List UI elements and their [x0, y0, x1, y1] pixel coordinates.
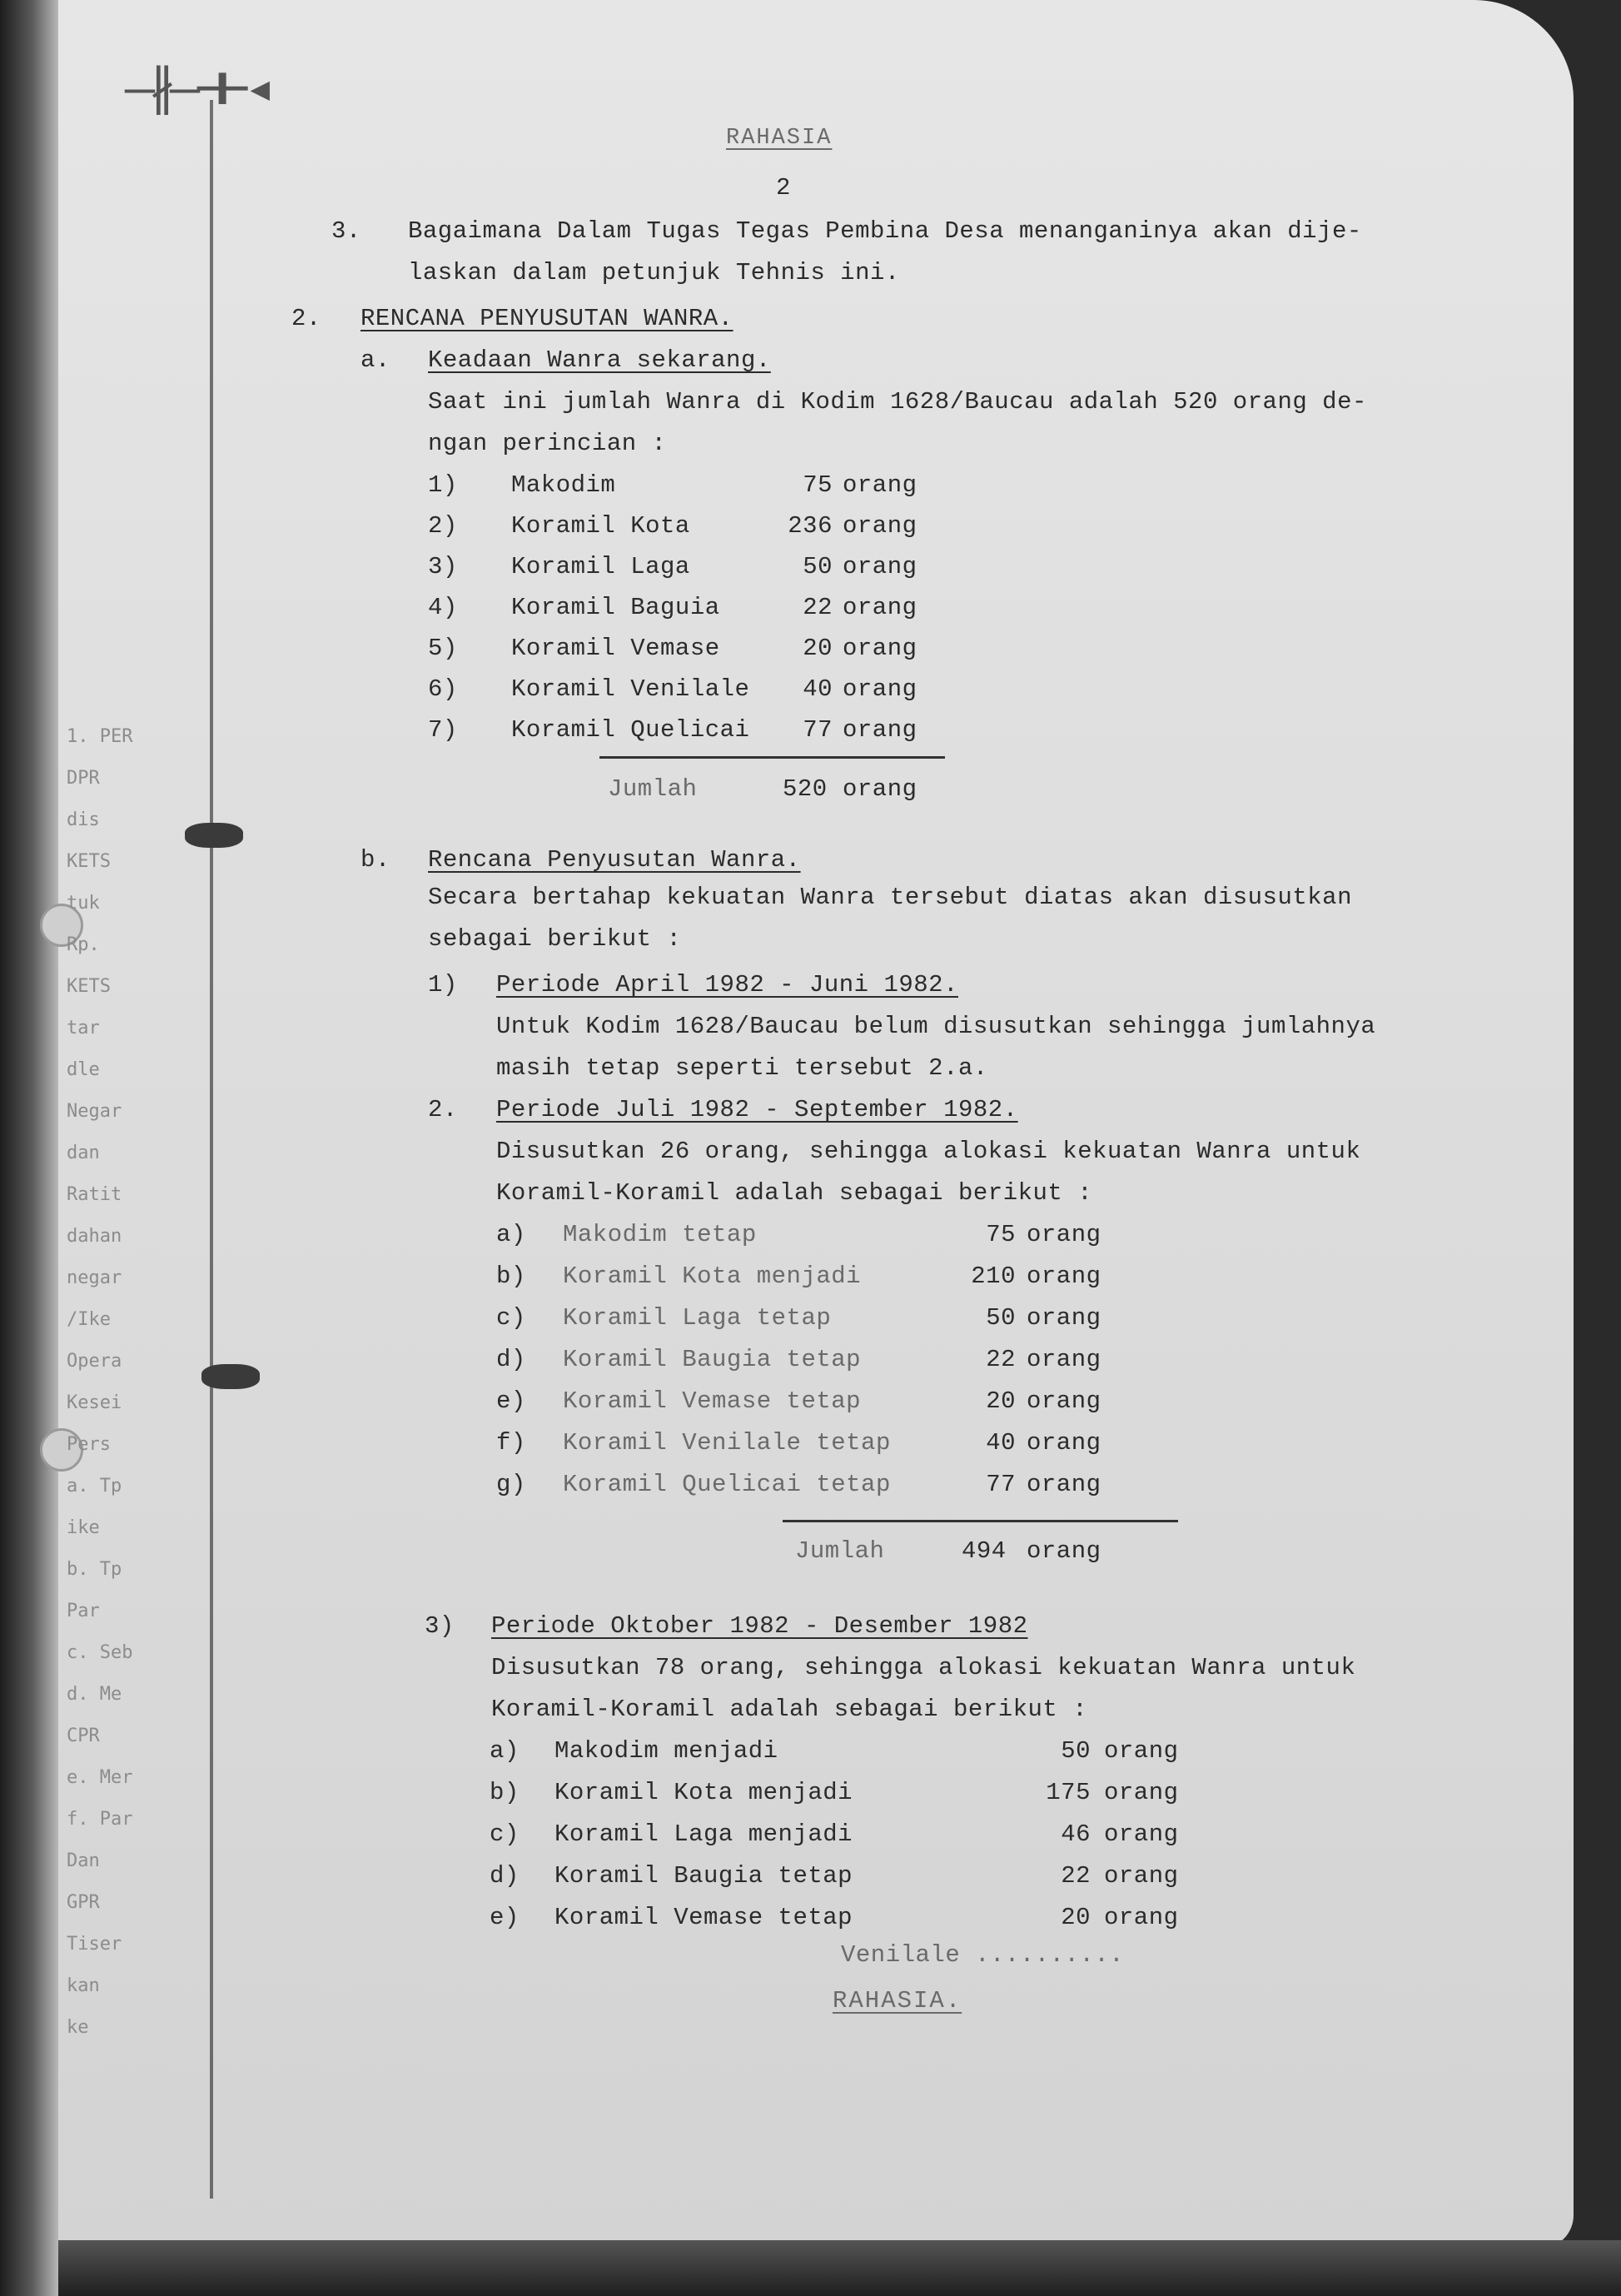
bleed-through-fragment: ike	[67, 1517, 100, 1538]
list-item-unit: orang	[1104, 1779, 1179, 1806]
period-3-line-2: Koramil-Koramil adalah sebagai berikut :	[491, 1696, 1088, 1723]
period-2-total-unit: orang	[1027, 1537, 1101, 1565]
list-item-count: 236	[788, 512, 833, 540]
bleed-through-fragment: 1. PER	[67, 726, 133, 747]
list-item-unit: orang	[1027, 1346, 1101, 1373]
list-item-count: 50	[1061, 1737, 1091, 1765]
classification-footer: RAHASIA.	[833, 1987, 962, 2015]
scan-bottom-edge	[58, 2240, 1621, 2296]
period-2-total-label: Jumlah	[795, 1537, 885, 1565]
bleed-through-fragment: Rp.	[67, 934, 100, 955]
list-item-number: d)	[490, 1862, 520, 1890]
list-item-unit: orang	[1104, 1820, 1179, 1848]
list-item-count: 77	[803, 716, 833, 744]
part-a-total-rule	[599, 756, 945, 759]
binder-spine	[0, 0, 58, 2296]
bleed-through-fragment: Dan	[67, 1850, 100, 1871]
bleed-through-fragment: Par	[67, 1601, 100, 1621]
intro-line-1: Bagaimana Dalam Tugas Tegas Pembina Desa menanganinya akan dije-	[408, 217, 1362, 245]
bleed-through-fragment: c. Seb	[67, 1642, 133, 1663]
list-item-name: Koramil Kota menjadi	[554, 1779, 853, 1806]
part-b-text-2: sebagai berikut :	[428, 925, 682, 953]
list-item-unit: orang	[843, 471, 917, 499]
bleed-through-fragment: dle	[67, 1059, 100, 1080]
page-number: 2	[776, 174, 791, 202]
part-a-total-count: 520	[783, 775, 828, 803]
list-item-name: Makodim tetap	[563, 1221, 757, 1248]
bleed-through-fragment: kan	[67, 1975, 100, 1996]
list-item-unit: orang	[1104, 1862, 1179, 1890]
period-2-line-1: Disusutkan 26 orang, sehingga alokasi kekuatan Wanra untuk	[496, 1138, 1361, 1165]
list-item-count: 20	[1061, 1904, 1091, 1931]
part-a-total-label: Jumlah	[608, 775, 698, 803]
part-a-text-2: ngan perincian :	[428, 430, 667, 457]
intro-bullet: 3.	[331, 217, 361, 245]
bleed-through-fragment: Kesei	[67, 1392, 122, 1413]
list-item-name: Koramil Baugia tetap	[563, 1346, 862, 1373]
list-item-unit: orang	[1027, 1221, 1101, 1248]
bleed-through-fragment: CPR	[67, 1726, 100, 1746]
list-item-number: e)	[490, 1904, 520, 1931]
list-item-name: Koramil Laga menjadi	[554, 1820, 853, 1848]
list-item-number: g)	[496, 1471, 526, 1498]
period-3-number: 3)	[425, 1612, 455, 1640]
list-item-name: Koramil Vemase tetap	[554, 1904, 853, 1931]
list-item-number: c)	[490, 1820, 520, 1848]
bleed-through-fragment: dis	[67, 809, 100, 830]
list-item-name: Koramil Vemase	[511, 635, 720, 662]
classification-header: RAHASIA	[726, 126, 833, 151]
list-item-unit: orang	[1027, 1471, 1101, 1498]
part-b-text-1: Secara bertahap kekuatan Wanra tersebut diatas akan disusutkan	[428, 884, 1352, 911]
handwritten-mark: —∦—⊣⊢◂	[125, 63, 271, 120]
list-item-count: 22	[1061, 1862, 1091, 1890]
part-b-title: Rencana Penyusutan Wanra.	[428, 846, 801, 874]
continuation-line: Venilale ..........	[841, 1941, 1125, 1969]
list-item-name: Makodim	[511, 471, 616, 499]
list-item-name: Koramil Quelicai tetap	[563, 1471, 891, 1498]
list-item-name: Koramil Kota menjadi	[563, 1263, 862, 1290]
list-item-unit: orang	[843, 716, 917, 744]
bleed-through-fragment: GPR	[67, 1892, 100, 1913]
list-item-count: 77	[986, 1471, 1016, 1498]
bleed-through-fragment: Pers	[67, 1434, 111, 1455]
bleed-through-fragment: dan	[67, 1143, 100, 1163]
period-2-number: 2.	[428, 1096, 458, 1123]
list-item-number: c)	[496, 1304, 526, 1332]
list-item-count: 40	[803, 675, 833, 703]
list-item-name: Koramil Kota	[511, 512, 690, 540]
bleed-through-fragment: a. Tp	[67, 1476, 122, 1497]
bleed-through-fragment: DPR	[67, 768, 100, 789]
binding-margin-line	[210, 100, 213, 2199]
part-a-text-1: Saat ini jumlah Wanra di Kodim 1628/Baucau adalah 520 orang de-	[428, 388, 1367, 416]
bleed-through-fragment: ke	[67, 2017, 89, 2038]
part-a-total-unit: orang	[843, 775, 917, 803]
list-item-unit: orang	[843, 553, 917, 580]
list-item-name: Koramil Laga tetap	[563, 1304, 832, 1332]
list-item-number: 3)	[428, 553, 458, 580]
list-item-count: 50	[803, 553, 833, 580]
bleed-through-fragment: negar	[67, 1268, 122, 1288]
list-item-number: b)	[496, 1263, 526, 1290]
list-item-count: 175	[1046, 1779, 1091, 1806]
section-number: 2.	[291, 305, 321, 332]
list-item-number: 7)	[428, 716, 458, 744]
bleed-through-fragment: tar	[67, 1018, 100, 1038]
list-item-count: 75	[986, 1221, 1016, 1248]
period-1-number: 1)	[428, 971, 458, 999]
list-item-number: a)	[496, 1221, 526, 1248]
period-1-line-1: Untuk Kodim 1628/Baucau belum disusutkan sehingga jumlahnya	[496, 1013, 1376, 1040]
bleed-through-fragment: KETS	[67, 976, 111, 997]
list-item-number: b)	[490, 1779, 520, 1806]
list-item-number: a)	[490, 1737, 520, 1765]
list-item-name: Koramil Baugia tetap	[554, 1862, 853, 1890]
list-item-count: 50	[986, 1304, 1016, 1332]
period-2-total-count: 494	[962, 1537, 1007, 1565]
list-item-number: 5)	[428, 635, 458, 662]
list-item-unit: orang	[843, 512, 917, 540]
bleed-through-fragment: KETS	[67, 851, 111, 872]
list-item-unit: orang	[843, 635, 917, 662]
bleed-through-fragment: Ratit	[67, 1184, 122, 1205]
bleed-through-fragment: e. Mer	[67, 1767, 133, 1788]
bleed-through-fragment: f. Par	[67, 1809, 133, 1830]
bleed-through-fragment: b. Tp	[67, 1559, 122, 1580]
part-b-letter: b.	[360, 846, 390, 874]
period-3-title: Periode Oktober 1982 - Desember 1982	[491, 1612, 1028, 1640]
list-item-unit: orang	[1027, 1304, 1101, 1332]
list-item-name: Koramil Venilale tetap	[563, 1429, 891, 1457]
list-item-count: 22	[803, 594, 833, 621]
section-title: RENCANA PENYUSUTAN WANRA.	[360, 305, 733, 332]
bleed-through-fragment: dahan	[67, 1226, 122, 1247]
list-item-number: 6)	[428, 675, 458, 703]
list-item-unit: orang	[843, 675, 917, 703]
list-item-number: 2)	[428, 512, 458, 540]
period-2-total-rule	[783, 1520, 1178, 1522]
list-item-name: Koramil Laga	[511, 553, 690, 580]
list-item-count: 40	[986, 1429, 1016, 1457]
part-a-title: Keadaan Wanra sekarang.	[428, 346, 771, 374]
intro-line-2: laskan dalam petunjuk Tehnis ini.	[408, 259, 900, 286]
list-item-number: d)	[496, 1346, 526, 1373]
bleed-through-fragment: Opera	[67, 1351, 122, 1372]
list-item-name: Koramil Venilale	[511, 675, 750, 703]
list-item-count: 46	[1061, 1820, 1091, 1848]
period-3-line-1: Disusutkan 78 orang, sehingga alokasi kekuatan Wanra untuk	[491, 1654, 1356, 1681]
bleed-through-fragment: /Ike	[67, 1309, 111, 1330]
list-item-name: Koramil Vemase tetap	[563, 1387, 862, 1415]
bleed-through-fragment: Tiser	[67, 1934, 122, 1955]
list-item-unit: orang	[1027, 1387, 1101, 1415]
list-item-unit: orang	[1104, 1737, 1179, 1765]
binder-clip-bottom	[201, 1364, 260, 1389]
list-item-unit: orang	[843, 594, 917, 621]
list-item-count: 75	[803, 471, 833, 499]
bleed-through-fragment: tuk	[67, 893, 100, 914]
bleed-through-fragment: Negar	[67, 1101, 122, 1122]
part-a-letter: a.	[360, 346, 390, 374]
list-item-number: e)	[496, 1387, 526, 1415]
list-item-name: Makodim menjadi	[554, 1737, 778, 1765]
list-item-count: 20	[986, 1387, 1016, 1415]
list-item-count: 20	[803, 635, 833, 662]
period-1-line-2: masih tetap seperti tersebut 2.a.	[496, 1054, 988, 1082]
period-2-title: Periode Juli 1982 - September 1982.	[496, 1096, 1018, 1123]
list-item-number: 1)	[428, 471, 458, 499]
list-item-unit: orang	[1104, 1904, 1179, 1931]
period-2-line-2: Koramil-Koramil adalah sebagai berikut :	[496, 1179, 1093, 1207]
list-item-unit: orang	[1027, 1429, 1101, 1457]
list-item-unit: orang	[1027, 1263, 1101, 1290]
list-item-count: 210	[971, 1263, 1016, 1290]
list-item-count: 22	[986, 1346, 1016, 1373]
list-item-name: Koramil Quelicai	[511, 716, 750, 744]
list-item-number: f)	[496, 1429, 526, 1457]
list-item-name: Koramil Baguia	[511, 594, 720, 621]
list-item-number: 4)	[428, 594, 458, 621]
bleed-through-fragment: d. Me	[67, 1684, 122, 1705]
period-1-title: Periode April 1982 - Juni 1982.	[496, 971, 958, 999]
binder-clip-top	[185, 823, 243, 848]
